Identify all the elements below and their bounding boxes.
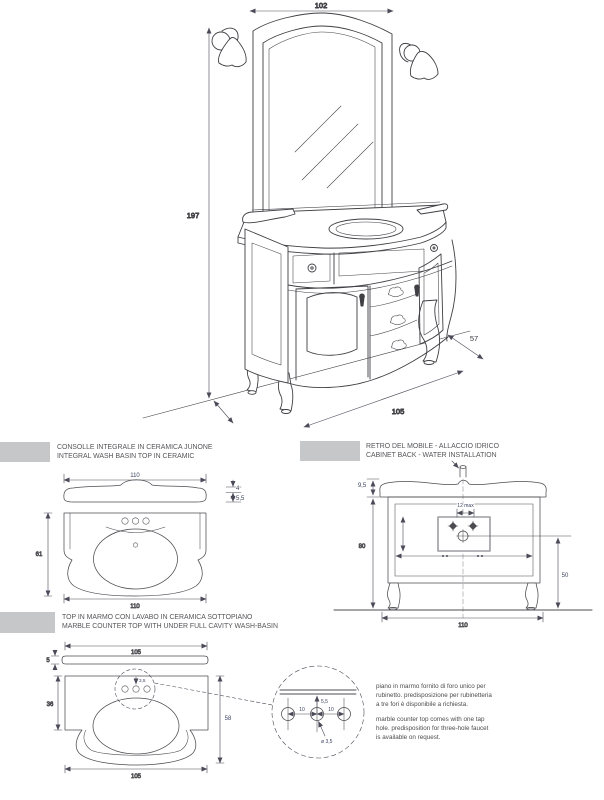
marble-top-plan — [65, 676, 208, 765]
wall-lamp-right-icon — [400, 43, 438, 79]
dim-label: 9,5 — [357, 483, 367, 489]
ceramic-top-profile — [64, 480, 206, 502]
dim-label: ø 3,5 — [321, 739, 333, 745]
note-italian: piano in marmo fornito di foro unico per rubinetto. predisposizione per rubinetteria a tre fori è disponibile a richiesta. — [376, 683, 492, 708]
marble-slab-profile — [62, 656, 208, 664]
side-knob — [431, 245, 438, 252]
header-accent-block — [0, 442, 50, 462]
center-door-panel — [307, 293, 357, 356]
detail-leader-line — [155, 683, 273, 705]
header-title-it: RETRO DEL MOBILE - ALLACCIO IDRICO — [366, 442, 499, 450]
dim-label: 80 — [358, 544, 366, 550]
header-title-it: CONSOLLE INTEGRALE IN CERAMICA JUNONE — [57, 443, 213, 451]
ceramic-top-plan — [64, 513, 206, 596]
mirror-reflection-hatch — [295, 106, 373, 188]
tap-hole-notes — [376, 683, 492, 749]
header-consolle — [0, 442, 212, 462]
detail-callout-circle — [115, 669, 155, 709]
dim-label: 110 — [458, 623, 468, 629]
drawer-knob — [308, 264, 316, 272]
dim-label: 12 max — [457, 503, 474, 509]
vanity-perspective-drawing — [143, 1, 483, 427]
door-handle — [360, 294, 365, 306]
dim-label: 5,5 — [321, 699, 328, 705]
note-english: marble counter top comes with one tap hole. predisposition for three-hole faucet is available on request. — [376, 715, 489, 741]
dim-label: 105 — [130, 650, 142, 656]
dim-label: 36 — [46, 702, 54, 708]
dim-bottom-width: 105 — [391, 407, 405, 416]
wall-lamp-left-icon — [212, 28, 246, 67]
dim-label: 61 — [35, 552, 43, 558]
overflow-hole — [133, 543, 137, 547]
faucet-holes — [122, 518, 149, 524]
tap-hole-symbol — [452, 461, 466, 477]
header-accent-block — [300, 441, 360, 461]
dim-label: 110 — [130, 604, 140, 610]
header-text — [366, 441, 499, 460]
header-accent-block — [0, 612, 55, 633]
header-title-en: CABINET BACK - WATER INSTALLATION — [366, 451, 497, 459]
service-opening — [438, 517, 490, 551]
header-title-en: MARBLE COUNTER TOP WITH UNDER FULL CAVITY WASH-BASIN — [62, 622, 278, 630]
mirror-frame-inner — [263, 26, 382, 220]
right-contour — [447, 240, 456, 341]
dim-label: 10 — [328, 707, 334, 713]
header-text — [57, 442, 212, 461]
dim-label: 50 — [561, 573, 569, 579]
mirror-glass-edge — [269, 32, 375, 219]
cabinet-back-drawing — [334, 461, 592, 629]
header-marmo — [0, 612, 278, 633]
dim-label: 3,5 — [139, 678, 146, 683]
faucet-holes — [122, 686, 150, 692]
header-retro — [300, 441, 499, 461]
mirror-frame-outer — [253, 13, 392, 220]
shell-drawer-handles — [388, 287, 406, 350]
dim-label: 58 — [224, 716, 232, 722]
dim-label: 105 — [130, 774, 142, 780]
dim-label: 4 — [236, 486, 240, 492]
right-door-handle — [415, 285, 420, 296]
dim-depth: 57 — [469, 334, 479, 343]
dim-label: 5 — [46, 658, 50, 664]
ceramic-top-drawing — [36, 473, 245, 610]
dim-top-width: 102 — [314, 1, 328, 10]
dim-height: 197 — [186, 211, 200, 220]
dim-label: 5,5 — [236, 496, 245, 502]
dim-label: 10 — [299, 707, 305, 713]
header-text — [62, 612, 278, 631]
marble-top-drawing — [46, 642, 272, 780]
undermount-basin — [93, 698, 179, 754]
tap-hole-detail — [272, 666, 364, 758]
header-title-en: INTEGRAL WASH BASIN TOP IN CERAMIC — [57, 452, 195, 460]
header-title-it: TOP IN MARMO CON LAVABO IN CERAMICA SOTTOPIANO — [62, 613, 253, 621]
wash-basin — [94, 529, 178, 589]
dim-label: 110 — [130, 473, 140, 479]
